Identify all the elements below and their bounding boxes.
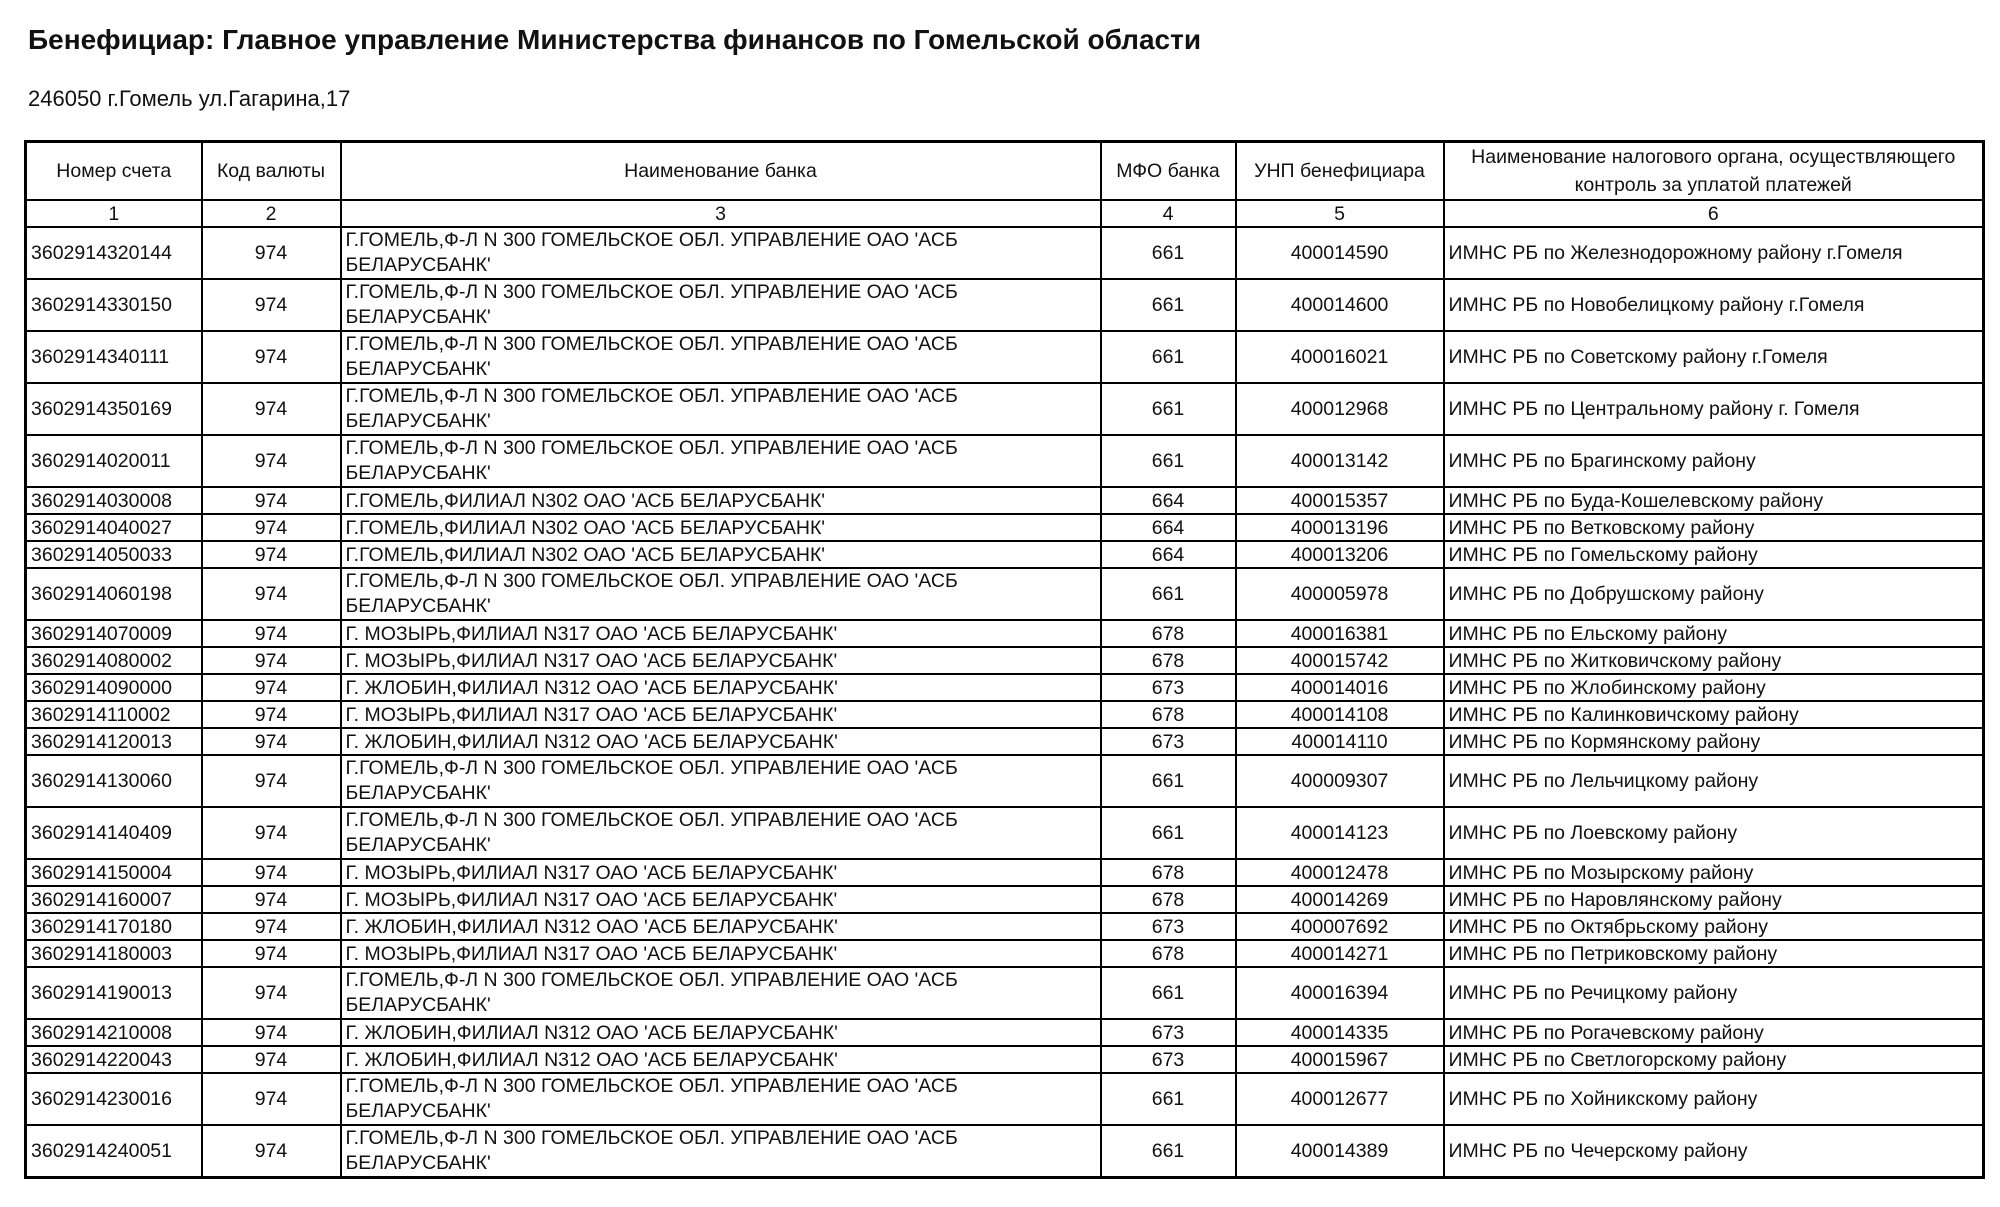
bank-cell: Г.ГОМЕЛЬ,Ф-Л N 300 ГОМЕЛЬСКОЕ ОБЛ. УПРАВЛЕНИЕ ОАО 'АСБ БЕЛАРУСБАНК' xyxy=(341,331,1101,383)
table-row xyxy=(26,1046,1984,1073)
tax-office-cell: ИМНС РБ по Хойникскому району xyxy=(1444,1073,1984,1125)
bank-cell: Г.ГОМЕЛЬ,ФИЛИАЛ N302 ОАО 'АСБ БЕЛАРУСБАНК' xyxy=(341,487,1101,514)
tax-office-cell: ИМНС РБ по Петриковскому району xyxy=(1444,940,1984,967)
bank-cell: Г. МОЗЫРЬ,ФИЛИАЛ N317 ОАО 'АСБ БЕЛАРУСБАНК' xyxy=(341,859,1101,886)
bank-cell: Г. ЖЛОБИН,ФИЛИАЛ N312 ОАО 'АСБ БЕЛАРУСБАНК' xyxy=(341,1046,1101,1073)
unp-cell: 400014389 xyxy=(1236,1125,1444,1178)
table-row xyxy=(26,967,1984,1019)
beneficiary-address: 246050 г.Гомель ул.Гагарина,17 xyxy=(28,86,351,111)
currency-cell: 974 xyxy=(202,807,341,859)
unp-cell: 400016394 xyxy=(1236,967,1444,1019)
table-row xyxy=(26,859,1984,886)
unp-cell: 400009307 xyxy=(1236,755,1444,807)
page-title: Бенефициар: Главное управление Министерства финансов по Гомельской области xyxy=(28,24,1202,55)
account-cell: 3602914050033 xyxy=(26,541,202,568)
unp-cell: 400014335 xyxy=(1236,1019,1444,1046)
account-cell: 3602914130060 xyxy=(26,755,202,807)
table-row xyxy=(26,568,1984,620)
currency-cell: 974 xyxy=(202,674,341,701)
mfo-cell: 678 xyxy=(1101,886,1236,913)
currency-cell: 974 xyxy=(202,755,341,807)
currency-cell: 974 xyxy=(202,568,341,620)
column-header-bank: Наименование банка xyxy=(341,142,1101,201)
unp-cell: 400014269 xyxy=(1236,886,1444,913)
tax-office-cell: ИМНС РБ по Наровлянскому району xyxy=(1444,886,1984,913)
currency-cell: 974 xyxy=(202,620,341,647)
column-number: 4 xyxy=(1101,200,1236,227)
table-row xyxy=(26,227,1984,279)
mfo-cell: 661 xyxy=(1101,755,1236,807)
tax-office-cell: ИМНС РБ по Брагинскому району xyxy=(1444,435,1984,487)
tax-office-cell: ИМНС РБ по Кормянскому району xyxy=(1444,728,1984,755)
currency-cell: 974 xyxy=(202,913,341,940)
column-number: 3 xyxy=(341,200,1101,227)
mfo-cell: 678 xyxy=(1101,620,1236,647)
account-cell: 3602914140409 xyxy=(26,807,202,859)
unp-cell: 400014123 xyxy=(1236,807,1444,859)
mfo-cell: 661 xyxy=(1101,807,1236,859)
mfo-cell: 661 xyxy=(1101,279,1236,331)
column-number-row xyxy=(26,200,1984,227)
account-cell: 3602914320144 xyxy=(26,227,202,279)
currency-cell: 974 xyxy=(202,967,341,1019)
column-header-account: Номер счета xyxy=(26,142,202,201)
bank-cell: Г.ГОМЕЛЬ,Ф-Л N 300 ГОМЕЛЬСКОЕ ОБЛ. УПРАВЛЕНИЕ ОАО 'АСБ БЕЛАРУСБАНК' xyxy=(341,1073,1101,1125)
table-row xyxy=(26,1019,1984,1046)
bank-cell: Г. ЖЛОБИН,ФИЛИАЛ N312 ОАО 'АСБ БЕЛАРУСБАНК' xyxy=(341,1019,1101,1046)
tax-office-cell: ИМНС РБ по Ельскому району xyxy=(1444,620,1984,647)
tax-office-cell: ИМНС РБ по Жлобинскому району xyxy=(1444,674,1984,701)
bank-cell: Г.ГОМЕЛЬ,Ф-Л N 300 ГОМЕЛЬСКОЕ ОБЛ. УПРАВЛЕНИЕ ОАО 'АСБ БЕЛАРУСБАНК' xyxy=(341,435,1101,487)
unp-cell: 400014590 xyxy=(1236,227,1444,279)
tax-office-cell: ИМНС РБ по Лоевскому району xyxy=(1444,807,1984,859)
account-cell: 3602914060198 xyxy=(26,568,202,620)
account-cell: 3602914110002 xyxy=(26,701,202,728)
table-row xyxy=(26,435,1984,487)
table-row xyxy=(26,701,1984,728)
unp-cell: 400007692 xyxy=(1236,913,1444,940)
tax-office-cell: ИМНС РБ по Речицкому району xyxy=(1444,967,1984,1019)
currency-cell: 974 xyxy=(202,331,341,383)
mfo-cell: 664 xyxy=(1101,541,1236,568)
account-cell: 3602914220043 xyxy=(26,1046,202,1073)
tax-office-cell: ИМНС РБ по Светлогорскому району xyxy=(1444,1046,1984,1073)
table-row xyxy=(26,620,1984,647)
mfo-cell: 678 xyxy=(1101,859,1236,886)
mfo-cell: 678 xyxy=(1101,647,1236,674)
mfo-cell: 673 xyxy=(1101,913,1236,940)
table-row xyxy=(26,940,1984,967)
tax-office-cell: ИМНС РБ по Октябрьскому району xyxy=(1444,913,1984,940)
account-cell: 3602914350169 xyxy=(26,383,202,435)
table-row xyxy=(26,807,1984,859)
account-cell: 3602914170180 xyxy=(26,913,202,940)
table-row xyxy=(26,755,1984,807)
currency-cell: 974 xyxy=(202,487,341,514)
account-cell: 3602914160007 xyxy=(26,886,202,913)
tax-office-cell: ИМНС РБ по Житковичскому району xyxy=(1444,647,1984,674)
unp-cell: 400015742 xyxy=(1236,647,1444,674)
account-cell: 3602914120013 xyxy=(26,728,202,755)
mfo-cell: 661 xyxy=(1101,1073,1236,1125)
currency-cell: 974 xyxy=(202,514,341,541)
currency-cell: 974 xyxy=(202,1073,341,1125)
tax-office-cell: ИМНС РБ по Мозырскому району xyxy=(1444,859,1984,886)
bank-cell: Г.ГОМЕЛЬ,Ф-Л N 300 ГОМЕЛЬСКОЕ ОБЛ. УПРАВЛЕНИЕ ОАО 'АСБ БЕЛАРУСБАНК' xyxy=(341,807,1101,859)
column-number: 1 xyxy=(26,200,202,227)
bank-cell: Г.ГОМЕЛЬ,Ф-Л N 300 ГОМЕЛЬСКОЕ ОБЛ. УПРАВЛЕНИЕ ОАО 'АСБ БЕЛАРУСБАНК' xyxy=(341,967,1101,1019)
account-cell: 3602914090000 xyxy=(26,674,202,701)
unp-cell: 400013142 xyxy=(1236,435,1444,487)
bank-cell: Г.ГОМЕЛЬ,Ф-Л N 300 ГОМЕЛЬСКОЕ ОБЛ. УПРАВЛЕНИЕ ОАО 'АСБ БЕЛАРУСБАНК' xyxy=(341,1125,1101,1178)
accounts-table xyxy=(24,140,1985,1179)
currency-cell: 974 xyxy=(202,279,341,331)
tax-office-cell: ИМНС РБ по Калинковичскому району xyxy=(1444,701,1984,728)
account-cell: 3602914340111 xyxy=(26,331,202,383)
mfo-cell: 661 xyxy=(1101,1125,1236,1178)
table-row xyxy=(26,886,1984,913)
column-header-unp: УНП бенефициара xyxy=(1236,142,1444,201)
currency-cell: 974 xyxy=(202,541,341,568)
table-row xyxy=(26,913,1984,940)
currency-cell: 974 xyxy=(202,1046,341,1073)
table-row xyxy=(26,728,1984,755)
bank-cell: Г. МОЗЫРЬ,ФИЛИАЛ N317 ОАО 'АСБ БЕЛАРУСБАНК' xyxy=(341,701,1101,728)
unp-cell: 400012968 xyxy=(1236,383,1444,435)
table-row xyxy=(26,487,1984,514)
unp-cell: 400014271 xyxy=(1236,940,1444,967)
mfo-cell: 661 xyxy=(1101,383,1236,435)
currency-cell: 974 xyxy=(202,1019,341,1046)
unp-cell: 400005978 xyxy=(1236,568,1444,620)
currency-cell: 974 xyxy=(202,647,341,674)
unp-cell: 400013196 xyxy=(1236,514,1444,541)
account-cell: 3602914190013 xyxy=(26,967,202,1019)
bank-cell: Г.ГОМЕЛЬ,ФИЛИАЛ N302 ОАО 'АСБ БЕЛАРУСБАНК' xyxy=(341,514,1101,541)
currency-cell: 974 xyxy=(202,728,341,755)
currency-cell: 974 xyxy=(202,1125,341,1178)
unp-cell: 400015967 xyxy=(1236,1046,1444,1073)
bank-cell: Г.ГОМЕЛЬ,Ф-Л N 300 ГОМЕЛЬСКОЕ ОБЛ. УПРАВЛЕНИЕ ОАО 'АСБ БЕЛАРУСБАНК' xyxy=(341,383,1101,435)
bank-cell: Г.ГОМЕЛЬ,ФИЛИАЛ N302 ОАО 'АСБ БЕЛАРУСБАНК' xyxy=(341,541,1101,568)
table-row xyxy=(26,331,1984,383)
column-number: 5 xyxy=(1236,200,1444,227)
unp-cell: 400014600 xyxy=(1236,279,1444,331)
unp-cell: 400014108 xyxy=(1236,701,1444,728)
unp-cell: 400014110 xyxy=(1236,728,1444,755)
tax-office-cell: ИМНС РБ по Чечерскому району xyxy=(1444,1125,1984,1178)
table-row xyxy=(26,279,1984,331)
bank-cell: Г. ЖЛОБИН,ФИЛИАЛ N312 ОАО 'АСБ БЕЛАРУСБАНК' xyxy=(341,913,1101,940)
tax-office-cell: ИМНС РБ по Новобелицкому району г.Гомеля xyxy=(1444,279,1984,331)
account-cell: 3602914070009 xyxy=(26,620,202,647)
mfo-cell: 661 xyxy=(1101,331,1236,383)
currency-cell: 974 xyxy=(202,940,341,967)
bank-cell: Г.ГОМЕЛЬ,Ф-Л N 300 ГОМЕЛЬСКОЕ ОБЛ. УПРАВЛЕНИЕ ОАО 'АСБ БЕЛАРУСБАНК' xyxy=(341,227,1101,279)
mfo-cell: 664 xyxy=(1101,514,1236,541)
bank-cell: Г.ГОМЕЛЬ,Ф-Л N 300 ГОМЕЛЬСКОЕ ОБЛ. УПРАВЛЕНИЕ ОАО 'АСБ БЕЛАРУСБАНК' xyxy=(341,755,1101,807)
mfo-cell: 673 xyxy=(1101,1019,1236,1046)
column-number: 2 xyxy=(202,200,341,227)
table-row xyxy=(26,1073,1984,1125)
tax-office-cell: ИМНС РБ по Добрушскому району xyxy=(1444,568,1984,620)
unp-cell: 400014016 xyxy=(1236,674,1444,701)
mfo-cell: 673 xyxy=(1101,728,1236,755)
unp-cell: 400016021 xyxy=(1236,331,1444,383)
table-row xyxy=(26,1125,1984,1178)
mfo-cell: 664 xyxy=(1101,487,1236,514)
bank-cell: Г.ГОМЕЛЬ,Ф-Л N 300 ГОМЕЛЬСКОЕ ОБЛ. УПРАВЛЕНИЕ ОАО 'АСБ БЕЛАРУСБАНК' xyxy=(341,568,1101,620)
account-cell: 3602914030008 xyxy=(26,487,202,514)
tax-office-cell: ИМНС РБ по Рогачевскому району xyxy=(1444,1019,1984,1046)
table-body xyxy=(26,227,1984,1178)
table-row xyxy=(26,514,1984,541)
table-row xyxy=(26,383,1984,435)
bank-cell: Г. МОЗЫРЬ,ФИЛИАЛ N317 ОАО 'АСБ БЕЛАРУСБАНК' xyxy=(341,647,1101,674)
unp-cell: 400013206 xyxy=(1236,541,1444,568)
currency-cell: 974 xyxy=(202,383,341,435)
unp-cell: 400015357 xyxy=(1236,487,1444,514)
mfo-cell: 661 xyxy=(1101,967,1236,1019)
tax-office-cell: ИМНС РБ по Центральному району г. Гомеля xyxy=(1444,383,1984,435)
column-header-mfo: МФО банка xyxy=(1101,142,1236,201)
bank-cell: Г. ЖЛОБИН,ФИЛИАЛ N312 ОАО 'АСБ БЕЛАРУСБАНК' xyxy=(341,674,1101,701)
mfo-cell: 673 xyxy=(1101,674,1236,701)
mfo-cell: 661 xyxy=(1101,568,1236,620)
currency-cell: 974 xyxy=(202,227,341,279)
tax-office-cell: ИМНС РБ по Лельчицкому району xyxy=(1444,755,1984,807)
table-row xyxy=(26,541,1984,568)
unp-cell: 400012478 xyxy=(1236,859,1444,886)
table-row xyxy=(26,647,1984,674)
table-header-row xyxy=(26,142,1984,201)
tax-office-cell: ИМНС РБ по Гомельскому району xyxy=(1444,541,1984,568)
mfo-cell: 673 xyxy=(1101,1046,1236,1073)
column-number: 6 xyxy=(1444,200,1984,227)
tax-office-cell: ИМНС РБ по Советскому району г.Гомеля xyxy=(1444,331,1984,383)
tax-office-cell: ИМНС РБ по Железнодорожному району г.Гомеля xyxy=(1444,227,1984,279)
currency-cell: 974 xyxy=(202,886,341,913)
currency-cell: 974 xyxy=(202,435,341,487)
account-cell: 3602914230016 xyxy=(26,1073,202,1125)
bank-cell: Г. МОЗЫРЬ,ФИЛИАЛ N317 ОАО 'АСБ БЕЛАРУСБАНК' xyxy=(341,940,1101,967)
mfo-cell: 661 xyxy=(1101,227,1236,279)
column-header-tax-office: Наименование налогового органа, осуществляющего контроль за уплатой платежей xyxy=(1444,142,1984,201)
account-cell: 3602914180003 xyxy=(26,940,202,967)
mfo-cell: 661 xyxy=(1101,435,1236,487)
account-cell: 3602914210008 xyxy=(26,1019,202,1046)
tax-office-cell: ИМНС РБ по Буда-Кошелевскому району xyxy=(1444,487,1984,514)
unp-cell: 400016381 xyxy=(1236,620,1444,647)
account-cell: 3602914020011 xyxy=(26,435,202,487)
account-cell: 3602914150004 xyxy=(26,859,202,886)
bank-cell: Г.ГОМЕЛЬ,Ф-Л N 300 ГОМЕЛЬСКОЕ ОБЛ. УПРАВЛЕНИЕ ОАО 'АСБ БЕЛАРУСБАНК' xyxy=(341,279,1101,331)
tax-office-cell: ИМНС РБ по Ветковскому району xyxy=(1444,514,1984,541)
column-header-currency: Код валюты xyxy=(202,142,341,201)
account-cell: 3602914040027 xyxy=(26,514,202,541)
mfo-cell: 678 xyxy=(1101,940,1236,967)
bank-cell: Г. МОЗЫРЬ,ФИЛИАЛ N317 ОАО 'АСБ БЕЛАРУСБАНК' xyxy=(341,886,1101,913)
account-cell: 3602914080002 xyxy=(26,647,202,674)
mfo-cell: 678 xyxy=(1101,701,1236,728)
currency-cell: 974 xyxy=(202,701,341,728)
table-row xyxy=(26,674,1984,701)
currency-cell: 974 xyxy=(202,859,341,886)
bank-cell: Г. ЖЛОБИН,ФИЛИАЛ N312 ОАО 'АСБ БЕЛАРУСБАНК' xyxy=(341,728,1101,755)
account-cell: 3602914240051 xyxy=(26,1125,202,1178)
bank-cell: Г. МОЗЫРЬ,ФИЛИАЛ N317 ОАО 'АСБ БЕЛАРУСБАНК' xyxy=(341,620,1101,647)
unp-cell: 400012677 xyxy=(1236,1073,1444,1125)
account-cell: 3602914330150 xyxy=(26,279,202,331)
